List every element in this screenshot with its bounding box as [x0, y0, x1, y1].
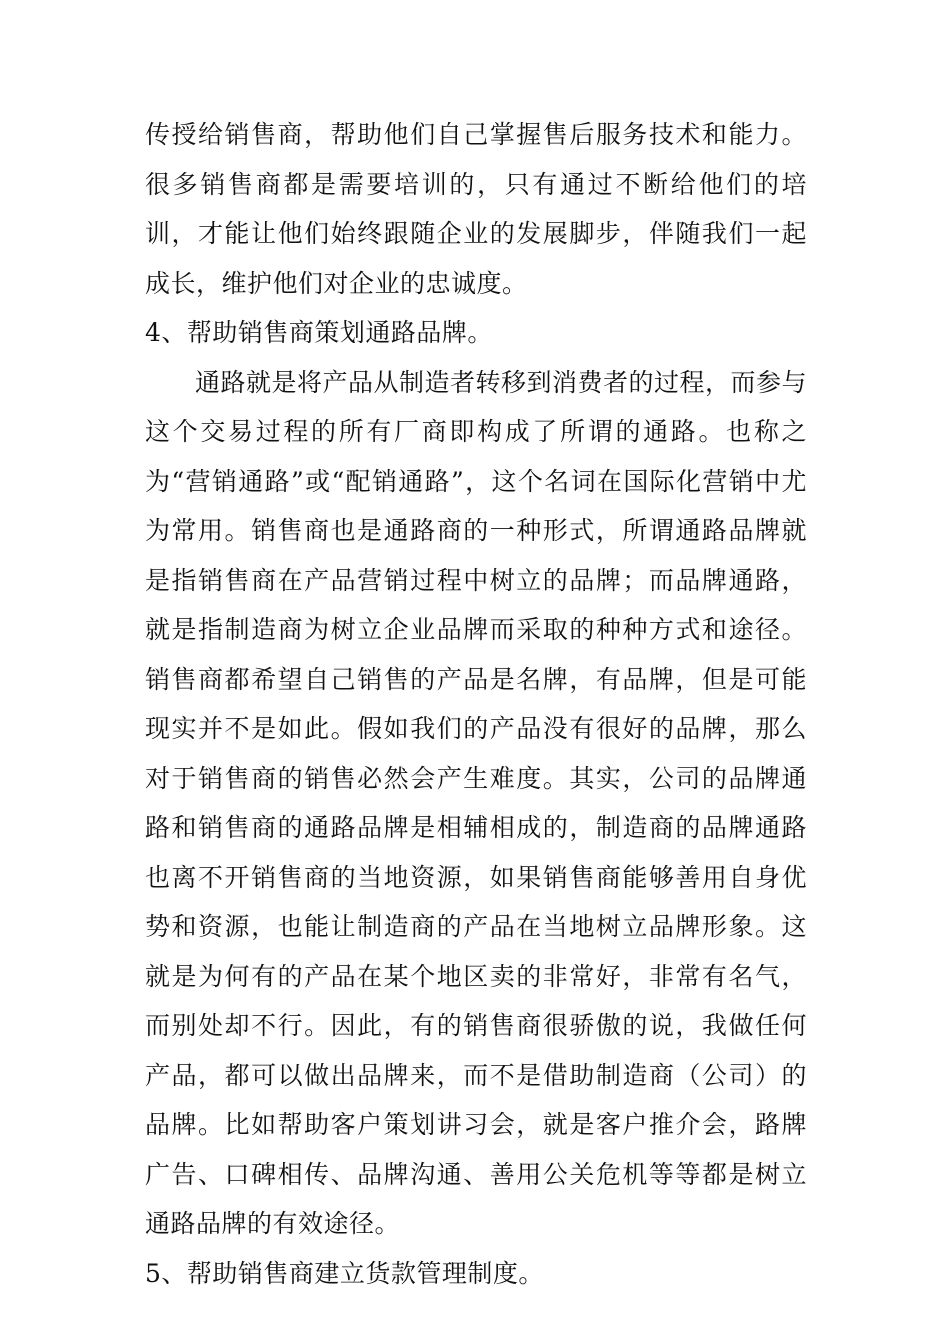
paragraph-channel-brand: 通路就是将产品从制造者转移到消费者的过程，而参与这个交易过程的所有厂商即构成了所谓的通路。也称之为“营销通路”或“配销通路”，这个名词在国际化营销中尤为常用。销售商也是通路商的一种形式，所谓通路品牌就是指销售商在产品营销过程中树立的品牌；而品牌通路，就是指制造商为树立企业品牌而采取的种种方式和途径。销售商都希望自己销售的产品是名牌，有品牌，但是可能现实并不是如此。假如我们的产品没有很好的品牌，那么对于销售商的销售必然会产生难度。其实，公司的品牌通路和销售商的通路品牌是相辅相成的，制造商的品牌通路也离不开销售商的当地资源，如果销售商能够善用自身优势和资源，也能让制造商的产品在当地树立品牌形象。这就是为何有的产品在某个地区卖的非常好，非常有名气，而别处却不行。因此，有的销售商很骄傲的说，我做任何产品，都可以做出品牌来，而不是借助制造商（公司）的品牌。比如帮助客户策划讲习会，就是客户推介会，路牌广告、口碑相传、品牌沟通、善用公关危机等等都是树立通路品牌的有效途径。 [145, 367, 808, 1238]
document-body [145, 110, 807, 1298]
section-heading-5: 5、帮助销售商建立货款管理制度。 [145, 1258, 544, 1288]
paragraph-training: 传授给销售商，帮助他们自己掌握售后服务技术和能力。很多销售商都是需要培训的，只有通过不断给他们的培训，才能让他们始终跟随企业的发展脚步，伴随我们一起成长，维护他们对企业的忠诚度。 [145, 120, 807, 298]
section-heading-4: 4、帮助销售商策划通路品牌。 [145, 318, 493, 347]
